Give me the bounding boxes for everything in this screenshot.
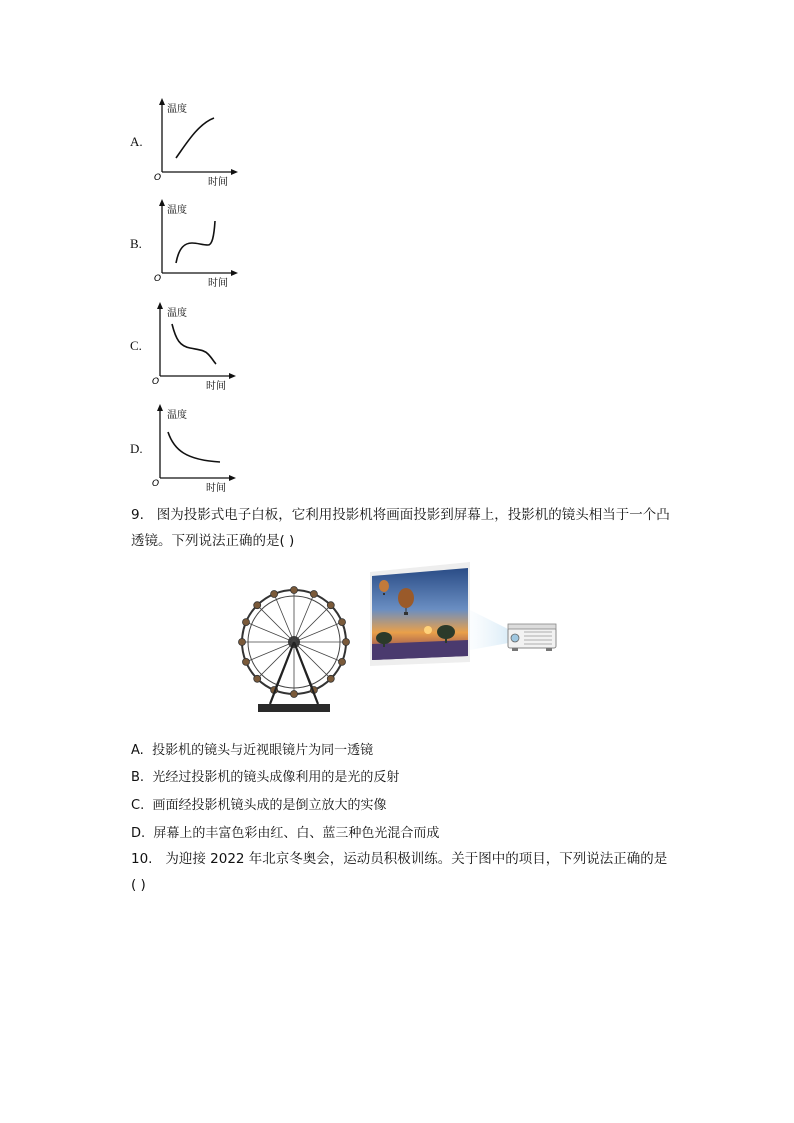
q10-stem-line1: 为迎接 2022 年北京冬奥会，运动员积极训练。关于图中的项目，下列说法正确的是 bbox=[165, 851, 668, 867]
xlabel-c: 时间 bbox=[206, 381, 226, 392]
option-d-label: D. bbox=[130, 441, 143, 456]
ylabel-d: 温度 bbox=[167, 410, 187, 421]
curve-b bbox=[176, 221, 215, 263]
option-c-label: C. bbox=[130, 338, 142, 353]
ylabel-c: 温度 bbox=[167, 308, 187, 319]
q10-stem-line2: ( ) bbox=[131, 877, 146, 893]
origin-c: O bbox=[152, 377, 160, 387]
curve-a bbox=[176, 118, 214, 158]
option-b-label: B. bbox=[130, 236, 142, 251]
q10-number: 10. bbox=[131, 851, 153, 867]
ylabel-b: 温度 bbox=[167, 205, 187, 216]
curve-d bbox=[168, 432, 220, 462]
origin-b: O bbox=[154, 274, 162, 284]
origin-d: O bbox=[152, 479, 160, 489]
graph-option-b bbox=[152, 197, 242, 293]
xlabel-a: 时间 bbox=[208, 177, 228, 188]
light-beam bbox=[470, 610, 514, 650]
graph-option-c bbox=[150, 300, 240, 396]
q9-choice-a: A. 投影机的镜头与近视眼镜片为同一透镜 bbox=[131, 743, 374, 758]
xlabel-b: 时间 bbox=[208, 278, 228, 289]
projector-icon bbox=[508, 624, 556, 651]
q9-number: 9. bbox=[131, 507, 144, 523]
q9-stem bbox=[131, 502, 691, 554]
q10-stem bbox=[131, 846, 701, 898]
option-a-label: A. bbox=[130, 134, 143, 149]
q9-stem-line2: 透镜。下列说法正确的是( ) bbox=[131, 533, 295, 549]
projection-screen bbox=[370, 562, 470, 666]
graph-option-d bbox=[150, 402, 240, 498]
curve-c bbox=[172, 324, 216, 364]
ylabel-a: 温度 bbox=[167, 104, 187, 115]
origin-a: O bbox=[154, 173, 162, 183]
graph-option-a bbox=[152, 96, 242, 192]
q9-choice-c: C. 画面经投影机镜头成的是倒立放大的实像 bbox=[131, 798, 387, 813]
ferris-wheel bbox=[239, 587, 350, 713]
q9-choice-b: B. 光经过投影机的镜头成像利用的是光的反射 bbox=[131, 770, 400, 785]
q9-choice-d: D. 屏幕上的丰富色彩由红、白、蓝三种色光混合而成 bbox=[131, 826, 440, 841]
xlabel-d: 时间 bbox=[206, 483, 226, 494]
q9-stem-line1: 图为投影式电子白板，它利用投影机将画面投影到屏幕上，投影机的镜头相当于一个凸 bbox=[156, 507, 670, 523]
q9-illustration bbox=[232, 558, 562, 718]
